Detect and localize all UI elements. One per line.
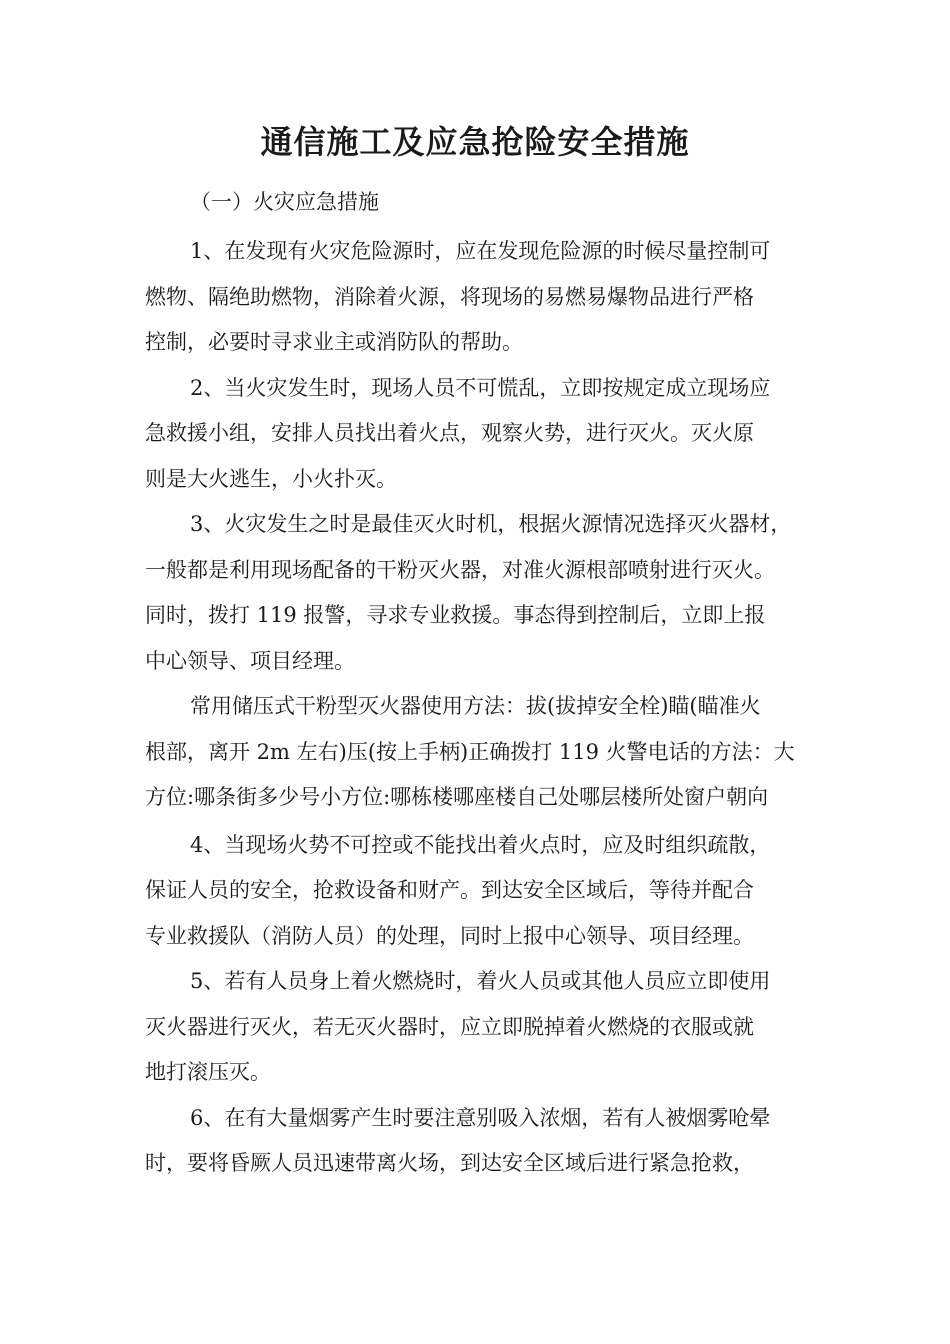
paragraph-line: 4、当现场火势不可控或不能找出着火点时，应及时组织疏散， [190,832,771,857]
paragraph-5 [145,959,813,1096]
paragraph-line: 2、当火灾发生时，现场人员不可慌乱，立即按规定成立现场应 [190,375,771,400]
paragraph-line: 时，要将昏厥人员迅速带离火场，到达安全区域后进行紧急抢救， [145,1151,754,1175]
paragraph-line: 专业救援队（消防人员）的处理，同时上报中心领导、项目经理。 [145,923,754,948]
paragraph-line: 5、若有人员身上着火燃烧时，着火人员或其他人员应立即使用 [190,969,771,993]
paragraph-line: 中心领导、项目经理。 [145,648,355,673]
document-body [145,229,813,1187]
paragraph-line: 一般都是利用现场配备的干粉灭火器，对准火源根部喷射进行灭火。 [145,557,775,582]
paragraph-line: 1、在发现有火灾危险源时，应在发现危险源的时候尽量控制可 [190,239,771,263]
paragraph-line: 根部，离开 2m 左右)压(按上手柄)正确拨打 119 火警电话的方法：大 [145,739,795,764]
paragraph-line: 燃物、隔绝助燃物，消除着火源，将现场的易燃易爆物品进行严格 [145,284,754,309]
paragraph-line: 控制，必要时寻求业主或消防队的帮助。 [145,330,523,354]
paragraph-line: 3、火灾发生之时是最佳灭火时机，根据火源情况选择灭火器材， [190,512,792,536]
paragraph-line: 保证人员的安全，抢救设备和财产。到达安全区域后，等待并配合 [145,878,754,902]
paragraph-1 [145,229,813,366]
paragraph-line: 6、在有大量烟雾产生时要注意别吸入浓烟，若有人被烟雾呛晕 [190,1105,771,1130]
paragraph-3 [145,502,813,684]
paragraph-line: 方位:哪条街多少号小方位:哪栋楼哪座楼自己处哪层楼所处窗户朝向 [145,785,769,809]
section-heading: （一）火灾应急措施 [190,190,379,214]
paragraph-line: 灭火器进行灭火，若无灭火器时，应立即脱掉着火燃烧的衣服或就 [145,1014,754,1039]
paragraph-line: 则是大火逃生，小火扑灭。 [145,466,397,491]
paragraph-line: 同时，拨打 119 报警，寻求专业救援。事态得到控制后，立即上报 [145,603,766,627]
paragraph-6 [145,1096,813,1187]
paragraph-line: 地打滚压灭。 [145,1060,271,1084]
paragraph-2 [145,366,813,503]
paragraph-extinguisher-usage [145,684,813,821]
paragraph-4 [145,823,813,960]
paragraph-line: 常用储压式干粉型灭火器使用方法：拔(拔掉安全栓)瞄(瞄准火 [190,694,761,718]
paragraph-line: 急救援小组，安排人员找出着火点，观察火势，进行灭火。灭火原 [145,421,754,445]
document-title: 通信施工及应急抢险安全措施 [260,123,690,161]
